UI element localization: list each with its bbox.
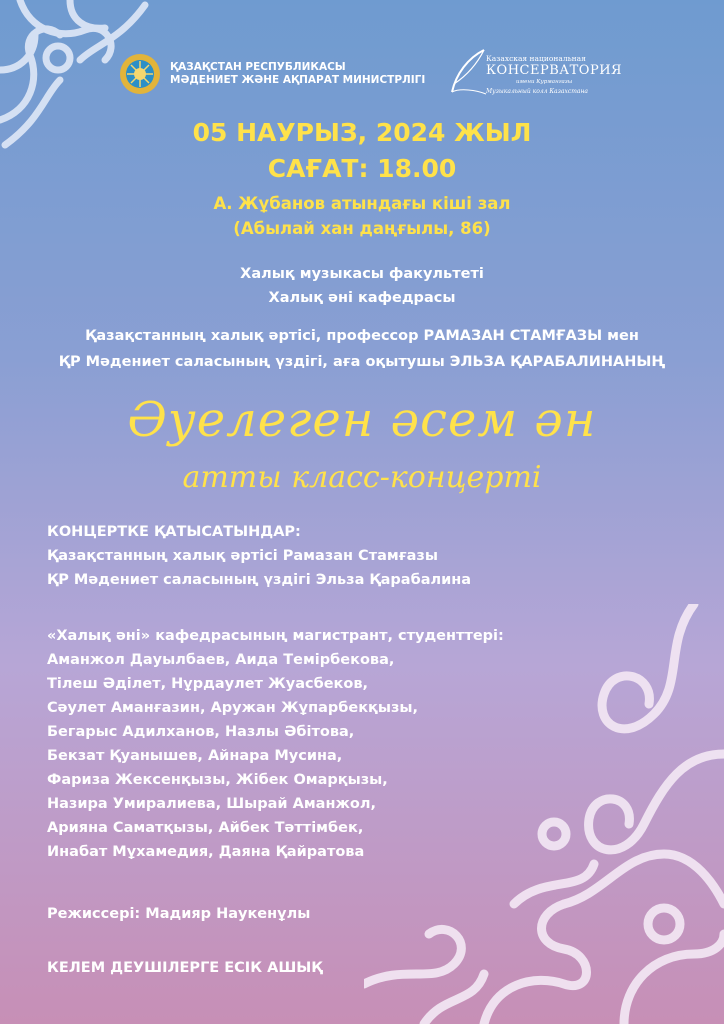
student-line: Бегарыс Адилханов, Назлы Әбітова, <box>47 724 355 740</box>
participants-block <box>47 520 471 592</box>
conservatory-name: КОНСЕРВАТОРИЯ <box>486 63 623 78</box>
student-line: Арияна Саматқызы, Айбек Тәттімбек, <box>47 820 364 836</box>
presenter-line-2: ҚР Мәдениет саласының үздігі, аға оқытушы ЭЛЬЗА ҚАРАБАЛИНАНЫҢ <box>58 354 666 370</box>
faculty-name: Халық музыкасы факультеті <box>240 266 484 282</box>
ministry-name <box>170 61 425 87</box>
ministry-line-2: МӘДЕНИЕТ ЖӘНЕ АҚПАРАТ МИНИСТРЛІГІ <box>170 74 426 86</box>
student-line: Бекзат Қуанышев, Айнара Мусина, <box>47 748 343 764</box>
students-heading: «Халық әні» кафедрасының магистрант, студенттері: <box>47 628 504 644</box>
student-line: Фариза Жексенқызы, Жібек Омарқызы, <box>47 772 388 788</box>
concert-title: Әуелеген әсем ән <box>127 392 597 448</box>
lead-performer: Қазақстанның халық әртісі Рамазан Стамғазы <box>47 548 438 564</box>
department-name: Халық әні кафедрасы <box>268 290 456 306</box>
student-line: Сәулет Аманғазин, Аружан Жұпарбекқызы, <box>47 700 419 716</box>
presenter-line-1: Қазақстанның халық әртісі, профессор РАМАЗАН СТАМҒАЗЫ мен <box>85 328 639 344</box>
event-venue: А. Жұбанов атындағы кіші зал <box>213 194 511 213</box>
lead-performer: ҚР Мәдениет саласының үздігі Эльза Қарабалина <box>47 572 472 588</box>
participants-heading: КОНЦЕРТКЕ ҚАТЫСАТЫНДАР: <box>47 524 301 540</box>
ministry-header <box>118 52 425 96</box>
student-line: Тілеш Әділет, Нұрдаулет Жуасбеков, <box>47 676 369 692</box>
event-address: (Абылай хан даңғылы, 86) <box>233 219 491 238</box>
quill-logo-icon <box>446 48 488 96</box>
event-time: САҒАТ: 18.00 <box>267 154 457 183</box>
director-credit: Режиссері: Мадияр Наукенұлы <box>47 906 311 922</box>
student-line: Инабат Мұхамедия, Даяна Қайратова <box>47 844 365 860</box>
ministry-line-1: ҚАЗАҚСТАН РЕСПУБЛИКАСЫ <box>170 61 346 73</box>
student-line: Назира Умиралиева, Шырай Аманжол, <box>47 796 376 812</box>
concert-subtitle: атты класс-концерті <box>182 460 542 495</box>
state-emblem-icon <box>118 52 162 96</box>
event-date: 05 НАУРЫЗ, 2024 ЖЫЛ <box>192 118 532 147</box>
conservatory-sub: имени Курмангазы <box>516 79 573 85</box>
students-block <box>47 624 504 864</box>
student-line: Аманжол Дауылбаев, Аида Темірбекова, <box>47 652 395 668</box>
free-entry-note: КЕЛЕМ ДЕУШІЛЕРГЕ ЕСІК АШЫҚ <box>47 960 323 976</box>
conservatory-tagline: Музыкальный колл Казахстана <box>486 88 588 95</box>
conservatory-logo <box>446 48 626 104</box>
conservatory-top-text: Казахская национальная <box>486 54 586 63</box>
